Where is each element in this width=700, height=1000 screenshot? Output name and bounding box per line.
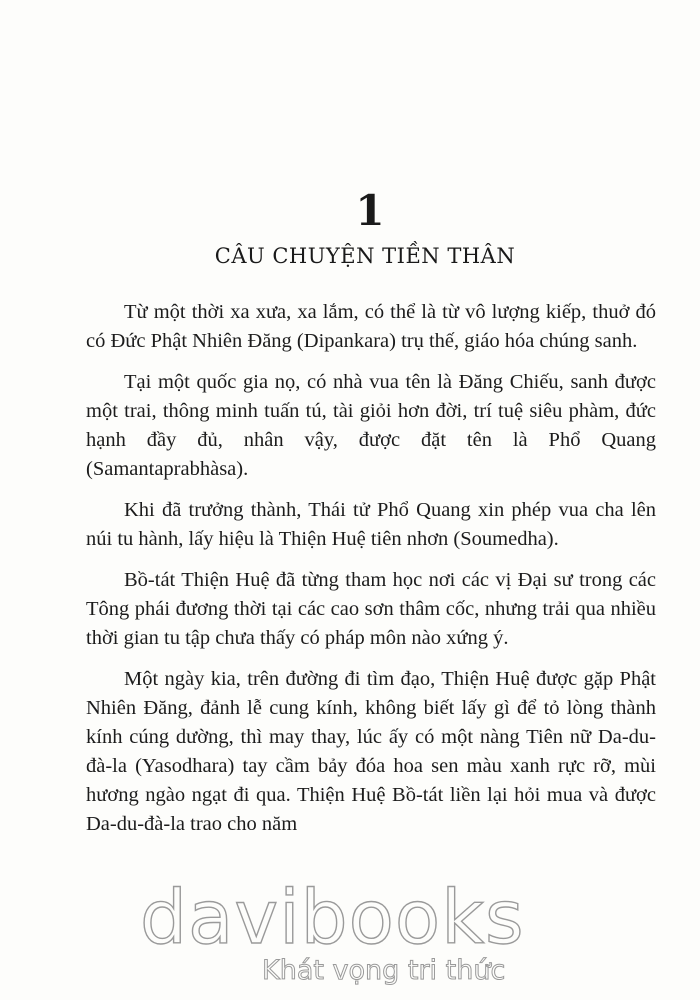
paragraph: Khi đã trưởng thành, Thái tử Phổ Quang xin phép vua cha lên núi tu hành, lấy hiệu là Thiện Huệ tiên nhơn (Soumedha). xyxy=(86,499,656,550)
chapter-title: CÂU CHUYỆN TIỀN THÂN xyxy=(214,244,516,268)
paragraph: Một ngày kia, trên đường đi tìm đạo, Thiện Huệ được gặp Phật Nhiên Đăng, đảnh lễ cung kính, không biết lấy gì để tỏ lòng thành kính cúng dường, thì may thay, lúc ấy có một nàng Tiên nữ Da-du-đà-la (Yasodhara) tay cầm bảy đóa hoa sen màu xanh rực rỡ, mùi hương ngào ngạt đi qua. Thiện Huệ Bồ-tát liền lại hỏi mua và được Da-du-đà-la trao cho năm xyxy=(86,668,656,835)
paragraph: Bồ-tát Thiện Huệ đã từng tham học nơi các vị Đại sư trong các Tông phái đương thời tại các cao sơn thâm cốc, nhưng trải qua nhiều thời gian tu tập chưa thấy có pháp môn nào xứng ý. xyxy=(86,569,656,649)
watermark-brand: davibooks xyxy=(140,875,525,961)
paragraph: Từ một thời xa xưa, xa lắm, có thể là từ vô lượng kiếp, thuở đó có Đức Phật Nhiên Đăng (Dipankara) trụ thế, giáo hóa chúng sanh. xyxy=(86,301,656,352)
publisher-watermark xyxy=(0,875,700,1000)
chapter-number: 1 xyxy=(355,186,385,235)
watermark-tagline: Khát vọng tri thức xyxy=(262,955,506,986)
paragraph: Tại một quốc gia nọ, có nhà vua tên là Đăng Chiếu, sanh được một trai, thông minh tuấn tú, tài giỏi hơn đời, trí tuệ siêu phàm, đức hạnh đầy đủ, nhân vậy, được đặt tên là Phổ Quang (Samantaprabhàsa). xyxy=(86,371,656,480)
chapter-body xyxy=(86,298,656,851)
